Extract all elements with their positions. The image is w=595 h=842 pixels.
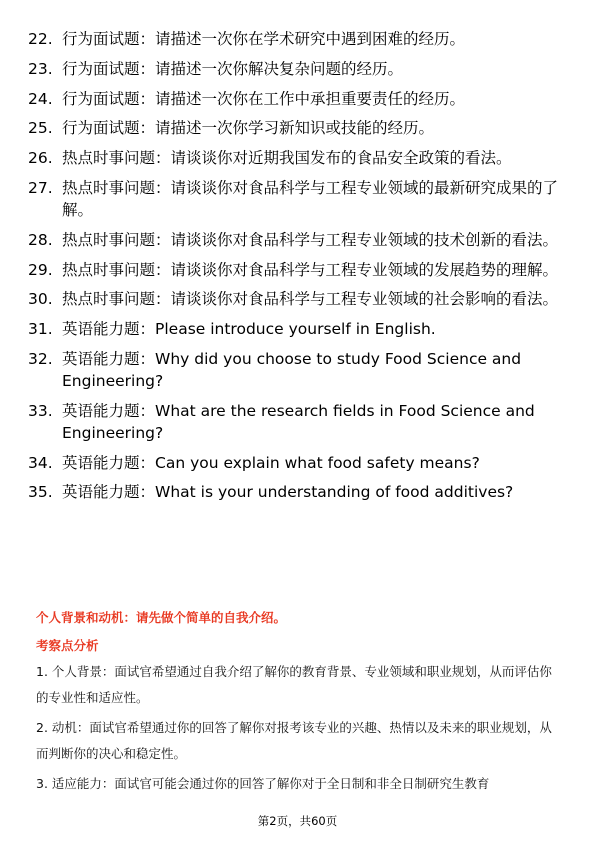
question-item — [28, 288, 568, 310]
analysis-point: 2. 动机：面试官希望通过你的回答了解你对报考该专业的兴趣、热情以及未来的职业规划，从而判断你的决心和稳定性。 — [36, 720, 552, 761]
question-number: 24. — [28, 89, 53, 108]
question-item — [28, 28, 568, 50]
question-text: 英语能力题：Please introduce yourself in English. — [62, 320, 436, 339]
question-number: 32. — [28, 349, 53, 368]
page-footer: 第2页，共60页 — [257, 814, 338, 828]
question-item — [28, 147, 568, 169]
question-text: 热点时事问题：请谈谈你对食品科学与工程专业领域的最新研究成果的了解。 — [62, 178, 559, 219]
question-text: 行为面试题：请描述一次你在学术研究中遇到困难的经历。 — [62, 30, 466, 48]
question-item — [28, 452, 568, 474]
question-number: 25. — [28, 119, 53, 138]
question-item — [28, 177, 568, 221]
question-item — [28, 400, 568, 444]
question-item — [28, 117, 568, 139]
question-text: 英语能力题：What is your understanding of food additives? — [62, 483, 514, 502]
question-number: 27. — [28, 178, 53, 197]
analysis-heading: 考察点分析 — [36, 638, 99, 653]
question-item — [28, 481, 568, 503]
question-item — [28, 229, 568, 251]
question-text: 英语能力题：What are the research fields in Food Science and Engineering? — [62, 401, 535, 442]
question-text: 行为面试题：请描述一次你学习新知识或技能的经历。 — [62, 119, 435, 138]
question-text: 行为面试题：请描述一次你解决复杂问题的经历。 — [62, 59, 404, 78]
question-item — [28, 88, 568, 110]
question-number: 22. — [28, 30, 53, 48]
analysis-list — [36, 659, 558, 801]
question-list — [28, 28, 568, 511]
question-text: 英语能力题：Can you explain what food safety means? — [62, 453, 480, 472]
question-number: 31. — [28, 320, 53, 339]
question-text: 热点时事问题：请谈谈你对近期我国发布的食品安全政策的看法。 — [62, 149, 512, 168]
question-number: 28. — [28, 230, 53, 249]
question-item — [28, 58, 568, 80]
question-number: 34. — [28, 453, 53, 472]
question-item — [28, 348, 568, 392]
question-text: 热点时事问题：请谈谈你对食品科学与工程专业领域的发展趋势的理解。 — [62, 260, 559, 279]
section-heading: 个人背景和动机：请先做个简单的自我介绍。 — [36, 610, 287, 625]
question-number: 35. — [28, 483, 53, 502]
question-item — [28, 259, 568, 281]
question-number: 30. — [28, 290, 53, 309]
question-number: 29. — [28, 260, 53, 279]
question-text: 热点时事问题：请谈谈你对食品科学与工程专业领域的社会影响的看法。 — [62, 290, 559, 309]
question-number: 26. — [28, 149, 53, 168]
question-text: 行为面试题：请描述一次你在工作中承担重要责任的经历。 — [62, 89, 466, 108]
question-item — [28, 318, 568, 340]
analysis-point: 3. 适应能力：面试官可能会通过你的回答了解你对于全日制和非全日制研究生教育 — [36, 776, 490, 791]
question-number: 23. — [28, 59, 53, 78]
question-text: 热点时事问题：请谈谈你对食品科学与工程专业领域的技术创新的看法。 — [62, 230, 559, 249]
question-number: 33. — [28, 401, 53, 420]
question-text: 英语能力题：Why did you choose to study Food Science and Engineering? — [62, 349, 522, 390]
analysis-point: 1. 个人背景：面试官希望通过自我介绍了解你的教育背景、专业领域和职业规划，从而评估你的专业性和适应性。 — [36, 664, 552, 705]
